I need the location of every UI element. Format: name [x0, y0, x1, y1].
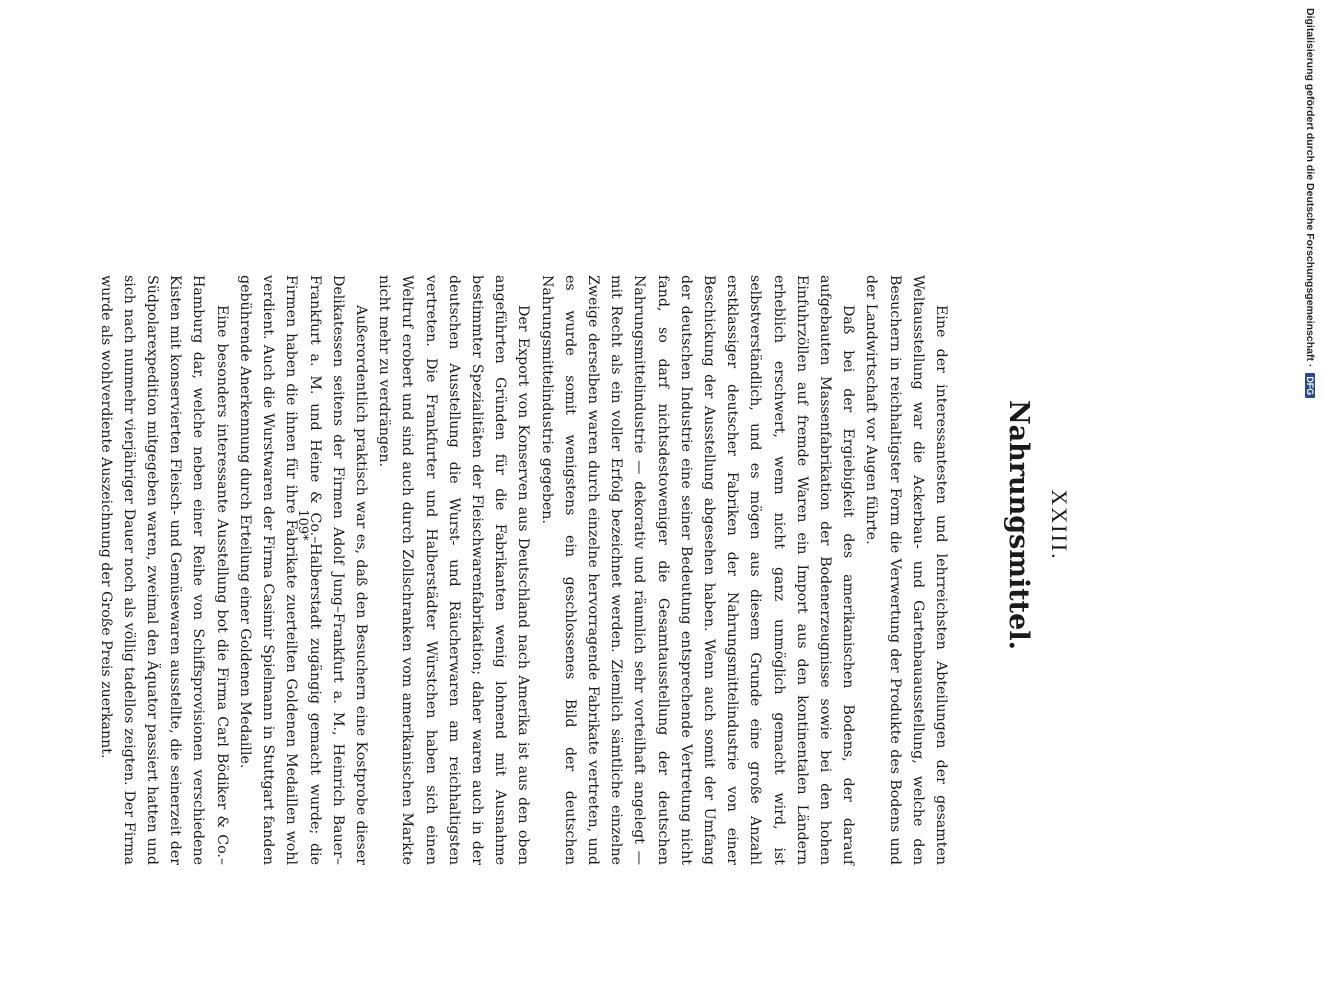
page-number: 109* [295, 509, 310, 541]
paragraph: Außerordentlich praktisch war es, daß den Besuchern eine Kostprobe dieser Delikatessen seitens der Firmen Adolf Jung–Frankfurt a. M., Heinrich Bauer–Frankfurt a. M. und Heine & Co.–Halberstadt zugängig gemacht wurde; die Firmen haben die ihnen für ihre Fabrikate zuerteilten Goldenen Medaillen wohl verdient. Auch die Wurstwaren der Firma Casimir Spielmann in Stuttgart fanden gebührende Anerkennung durch Erteilung einer Goldenen Medaille. [236, 275, 369, 865]
paragraph: Daß bei der Ergiebigkeit des amerikanischen Bodens, der darauf aufgebauten Massenfabrikation der Bodenerzeugnisse sowie bei den hohen Einfuhrzöllen auf fremde Waren ein Import aus den kontinentalen Ländern erheblich erschwert, wenn nicht ganz unmöglich gemacht wird, ist selbstverständlich, und es mögen aus diesem Grunde eine große Anzahl erstklassiger deutscher Fabriken der Nahrungsmittelindustrie von einer Beschickung der Ausstellung abgesehen haben. Wenn auch somit der Umfang der deutschen Industrie eine seiner Bedeutung entsprechende Vertretung nicht fand, so darf nichtsdestoweniger die Gesamtausstellung der deutschen Nahrungsmittelindustrie — dekorativ und räumlich sehr vorteilhaft angelegt — mit Recht als ein voller Erfolg bezeichnet werden. Ziemlich sämtliche einzelne Zweige derselben waren durch einzelne hervorragende Fabrikate vertreten, und es wurde somit wenigstens ein geschlossenes Bild der deutschen Nahrungsmittelindustrie gegeben. [538, 275, 857, 865]
chapter-number: XXIII. [1047, 489, 1072, 561]
digitization-credit [1304, 8, 1316, 398]
rotated-document-page [97, 205, 1100, 865]
body-text [93, 275, 952, 865]
credit-text: Digitalisierung gefördert durch die Deutsche Forschungsgemeinschaft · [1304, 8, 1316, 368]
dfg-logo: DFG [1305, 373, 1315, 398]
chapter-title: Nahrungsmittel. [1003, 400, 1034, 650]
paragraph: Der Export von Konserven aus Deutschland nach Amerika ist aus den oben angeführten Gründen für die Fabrikanten wenig lohnend mit Ausnahme bestimmter Spezialitäten der Fleischwarenfabrikation; daher waren auch in der deutschen Ausstellung die Wurst- und Räucherwaren am reichhaltigsten vertreten. Die Frankfurter und Halberstädter Würstchen haben sich einen Weltruf erobert und sind auch durch Zollschranken vom amerikanischen Markte nicht mehr zu verdrängen. [376, 275, 532, 865]
paragraph: Eine besonders interessante Ausstellung bot die Firma Carl Bödiker & Co.–Hamburg dar, welche neben einer Reihe von Schiffsprovisionen verschiedene Kisten mit konservierten Fleisch- und Gemüsewaren ausstellte, die seinerzeit der Südpolarexpedition mitgegeben waren, zweimal den Äquator passiert hatten und sich nach nunmehr vierjähriger Dauer noch als völlig tadellos zeigten. Der Firma wurde als wohlverdiente Auszeichnung der Große Preis zuerkannt. [97, 275, 230, 865]
paragraph: Eine der interessantesten und lehrreichsten Abteilungen der gesamten Weltausstellung war die Ackerbau- und Gartenbauausstellung, welche den Besuchern in reichhaltigster Form die Verwertung der Produkte des Bodens und der Landwirtschaft vor Augen führte. [863, 275, 949, 865]
